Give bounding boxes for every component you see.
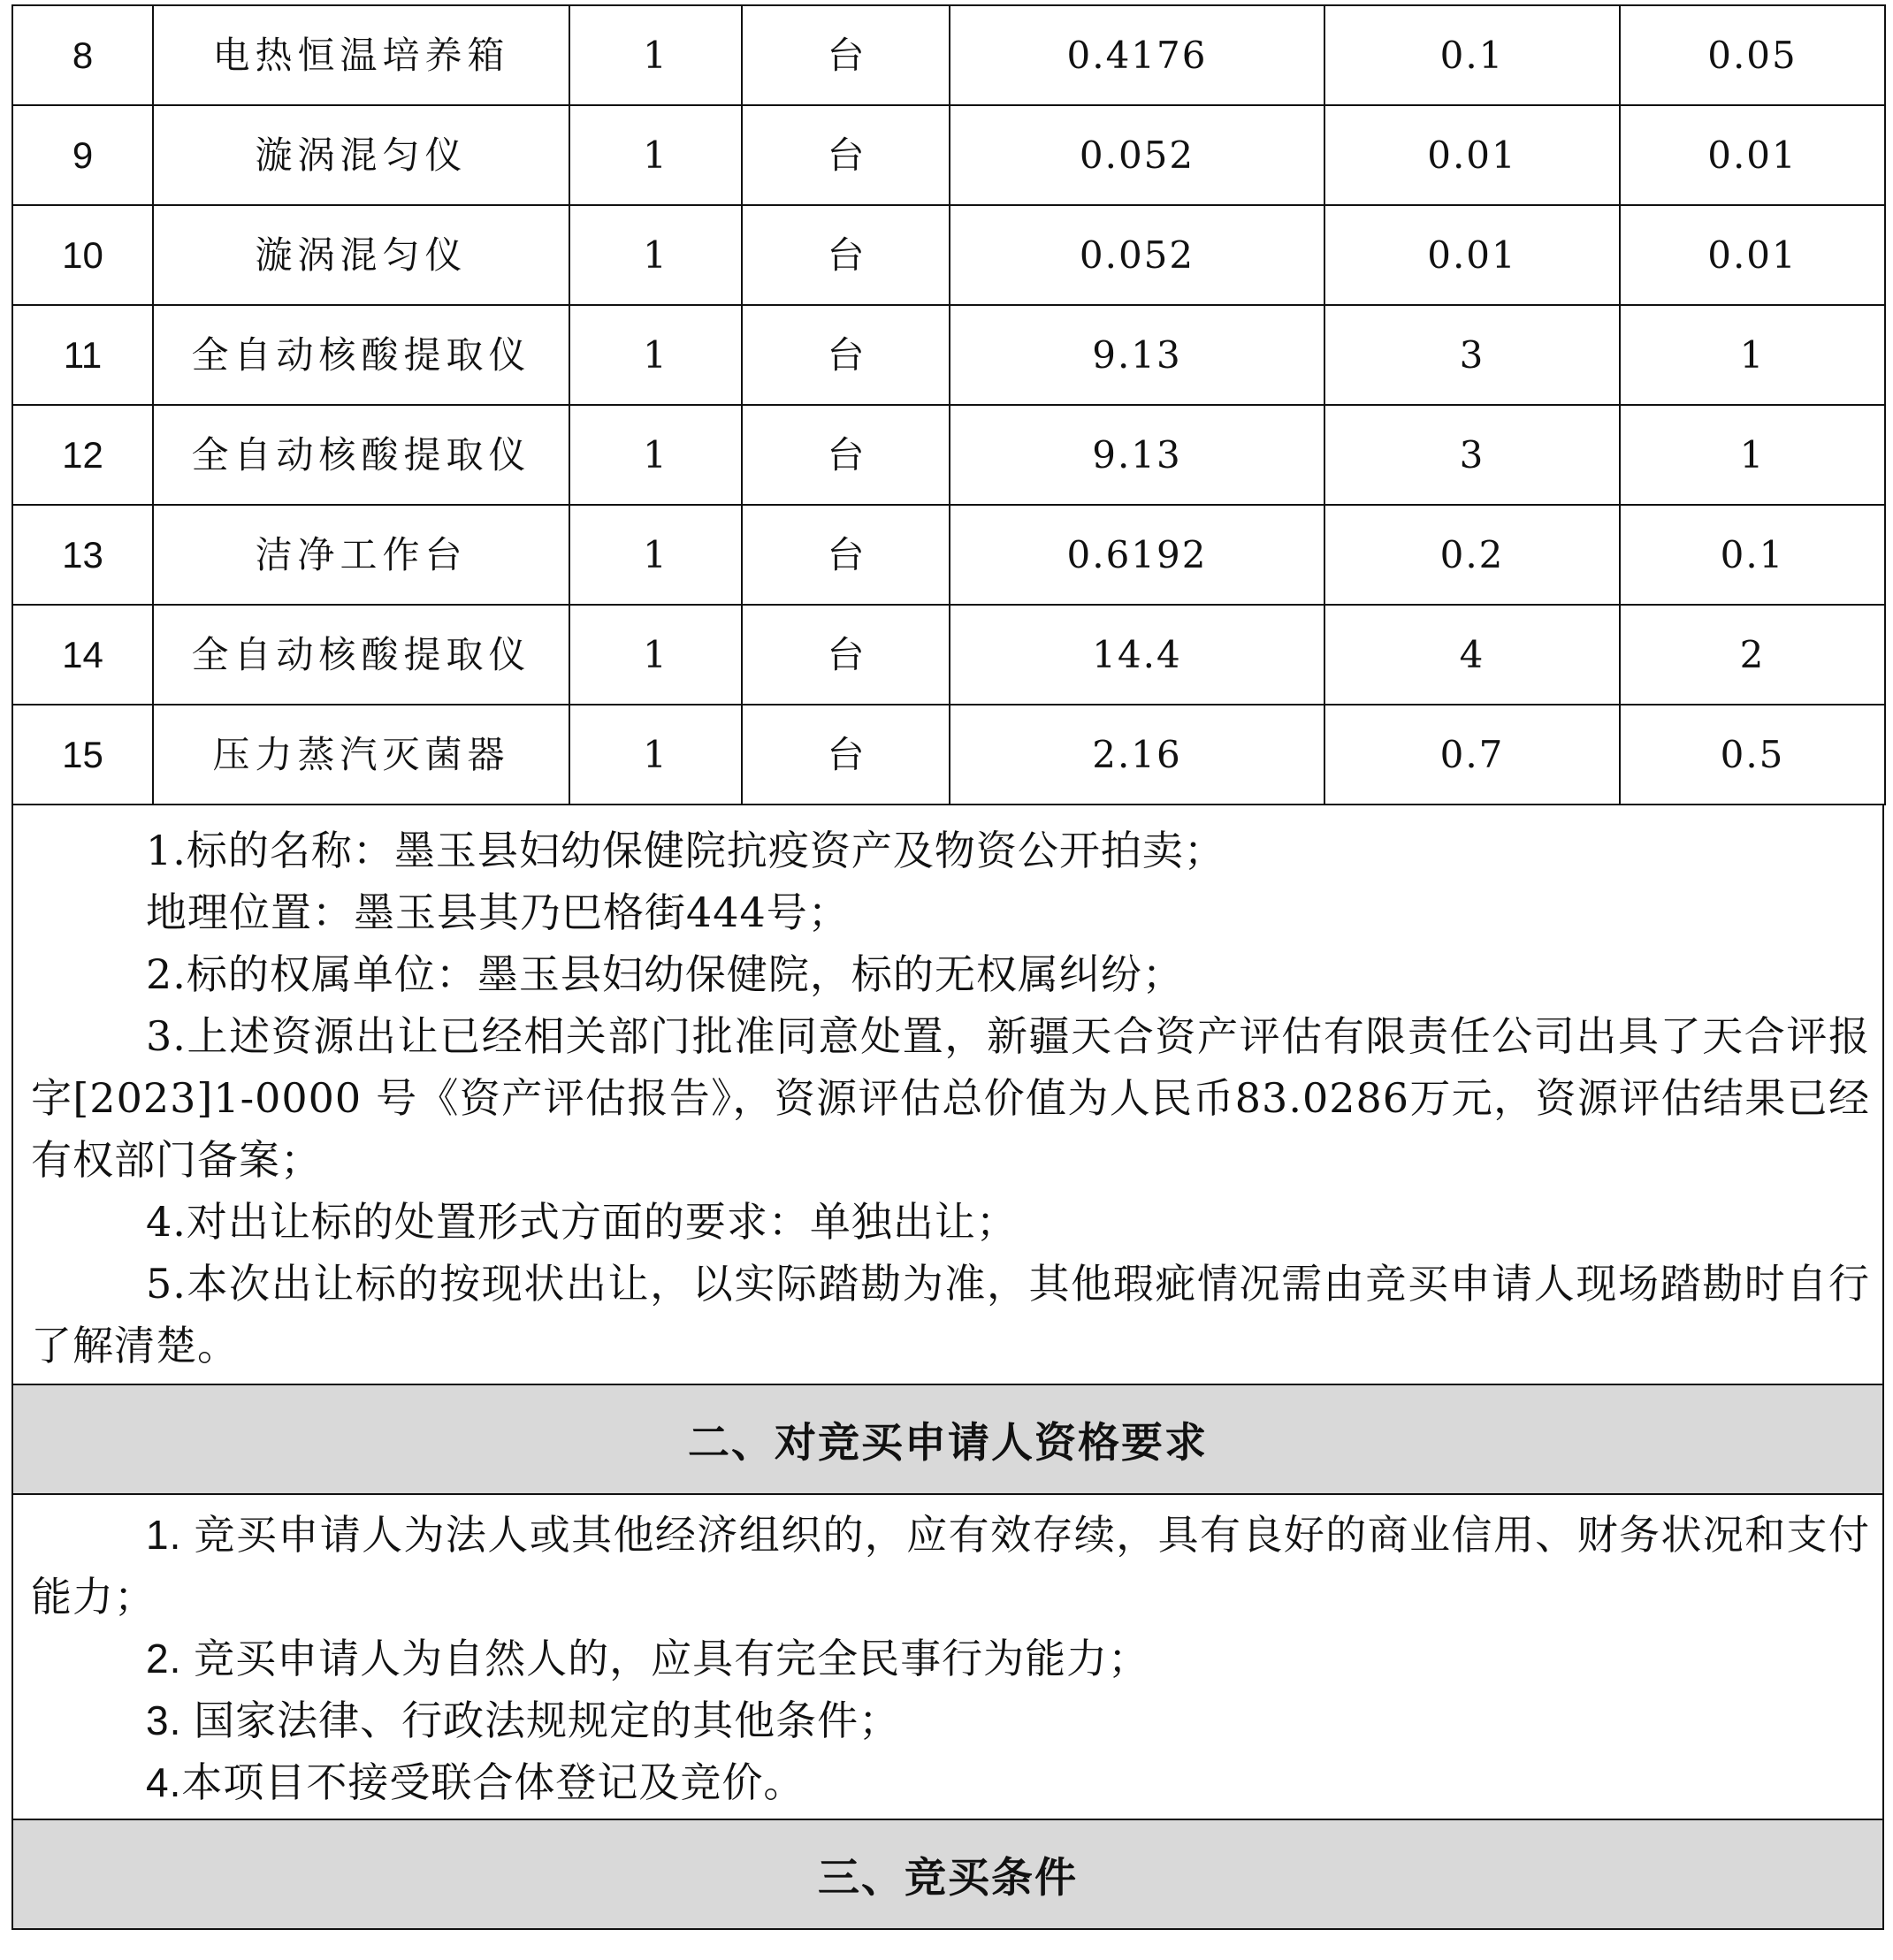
section2-title: 二、对竞买申请人资格要求 <box>11 1385 1884 1495</box>
quantity-cell: 1 <box>569 205 742 305</box>
unit-cell: 台 <box>742 305 950 405</box>
quantity-cell: 1 <box>569 705 742 805</box>
section2-para-3: 3. 国家法律、行政法规规定的其他条件； <box>146 1697 901 1743</box>
section1-para-4: 3.上述资源出让已经相关部门批准同意处置，新疆天合资产评估有限责任公司出具了天合评报字[2023]1-0000 号《资产评估报告》，资源评估总价值为人民币83.0286万元，资源评估结果已经有权部门备案； <box>31 1012 1870 1184</box>
asset-table <box>11 4 1886 805</box>
value-1-cell: 14.4 <box>950 605 1324 705</box>
quantity-cell: 1 <box>569 605 742 705</box>
value-3-cell: 0.01 <box>1620 105 1885 205</box>
value-3-cell: 0.1 <box>1620 505 1885 605</box>
value-3-cell: 0.01 <box>1620 205 1885 305</box>
value-2-cell: 3 <box>1324 405 1620 505</box>
table-row <box>12 205 1885 305</box>
section1-para-3: 2.标的权属单位：墨玉县妇幼保健院，标的无权属纠纷； <box>146 950 1184 998</box>
value-1-cell: 0.6192 <box>950 505 1324 605</box>
value-2-cell: 0.01 <box>1324 105 1620 205</box>
value-3-cell: 2 <box>1620 605 1885 705</box>
value-2-cell: 0.7 <box>1324 705 1620 805</box>
quantity-cell: 1 <box>569 305 742 405</box>
table-row <box>12 5 1885 105</box>
section1-para-6: 5.本次出让标的按现状出让，以实际踏勘为准，其他瑕疵情况需由竞买申请人现场踏勘时自行了解清楚。 <box>31 1260 1870 1369</box>
unit-cell: 台 <box>742 705 950 805</box>
section2-para-1: 1. 竞买申请人为法人或其他经济组织的，应有效存续，具有良好的商业信用、财务状况和支付能力； <box>31 1512 1870 1620</box>
table-row <box>12 405 1885 505</box>
value-2-cell: 4 <box>1324 605 1620 705</box>
device-name-cell: 全自动核酸提取仪 <box>153 405 569 505</box>
device-name-cell: 全自动核酸提取仪 <box>153 605 569 705</box>
section2-para-2: 2. 竞买申请人为自然人的，应具有完全民事行为能力； <box>146 1636 1150 1682</box>
row-number-cell: 9 <box>12 105 153 205</box>
quantity-cell: 1 <box>569 505 742 605</box>
value-1-cell: 0.052 <box>950 205 1324 305</box>
table-row <box>12 305 1885 405</box>
quantity-cell: 1 <box>569 405 742 505</box>
section1-body <box>11 805 1884 1385</box>
unit-cell: 台 <box>742 505 950 605</box>
unit-cell: 台 <box>742 405 950 505</box>
unit-cell: 台 <box>742 5 950 105</box>
device-name-cell: 漩涡混匀仪 <box>153 105 569 205</box>
unit-cell: 台 <box>742 205 950 305</box>
device-name-cell: 全自动核酸提取仪 <box>153 305 569 405</box>
quantity-cell: 1 <box>569 5 742 105</box>
value-1-cell: 9.13 <box>950 305 1324 405</box>
section1-para-1: 1.标的名称：墨玉县妇幼保健院抗疫资产及物资公开拍卖； <box>146 827 1225 874</box>
section3-title: 三、竞买条件 <box>11 1820 1884 1930</box>
table-row <box>12 105 1885 205</box>
value-2-cell: 0.1 <box>1324 5 1620 105</box>
section1-para-2: 地理位置：墨玉县其乃巴格街444号； <box>146 888 850 936</box>
value-2-cell: 0.2 <box>1324 505 1620 605</box>
row-number-cell: 15 <box>12 705 153 805</box>
value-3-cell: 0.05 <box>1620 5 1885 105</box>
document <box>11 4 1884 1930</box>
section2-body <box>11 1495 1884 1820</box>
row-number-cell: 13 <box>12 505 153 605</box>
row-number-cell: 10 <box>12 205 153 305</box>
value-1-cell: 0.4176 <box>950 5 1324 105</box>
value-3-cell: 0.5 <box>1620 705 1885 805</box>
device-name-cell: 压力蒸汽灭菌器 <box>153 705 569 805</box>
row-number-cell: 14 <box>12 605 153 705</box>
value-3-cell: 1 <box>1620 305 1885 405</box>
device-name-cell: 电热恒温培养箱 <box>153 5 569 105</box>
table-row <box>12 605 1885 705</box>
value-2-cell: 3 <box>1324 305 1620 405</box>
row-number-cell: 8 <box>12 5 153 105</box>
table-row <box>12 705 1885 805</box>
unit-cell: 台 <box>742 605 950 705</box>
value-2-cell: 0.01 <box>1324 205 1620 305</box>
row-number-cell: 12 <box>12 405 153 505</box>
table-row <box>12 505 1885 605</box>
device-name-cell: 洁净工作台 <box>153 505 569 605</box>
quantity-cell: 1 <box>569 105 742 205</box>
row-number-cell: 11 <box>12 305 153 405</box>
section1-para-5: 4.对出让标的处置形式方面的要求：单独出让； <box>146 1198 1018 1246</box>
value-1-cell: 0.052 <box>950 105 1324 205</box>
unit-cell: 台 <box>742 105 950 205</box>
value-1-cell: 9.13 <box>950 405 1324 505</box>
value-1-cell: 2.16 <box>950 705 1324 805</box>
value-3-cell: 1 <box>1620 405 1885 505</box>
section2-para-4: 4.本项目不接受联合体登记及竞价。 <box>146 1759 805 1805</box>
device-name-cell: 漩涡混匀仪 <box>153 205 569 305</box>
